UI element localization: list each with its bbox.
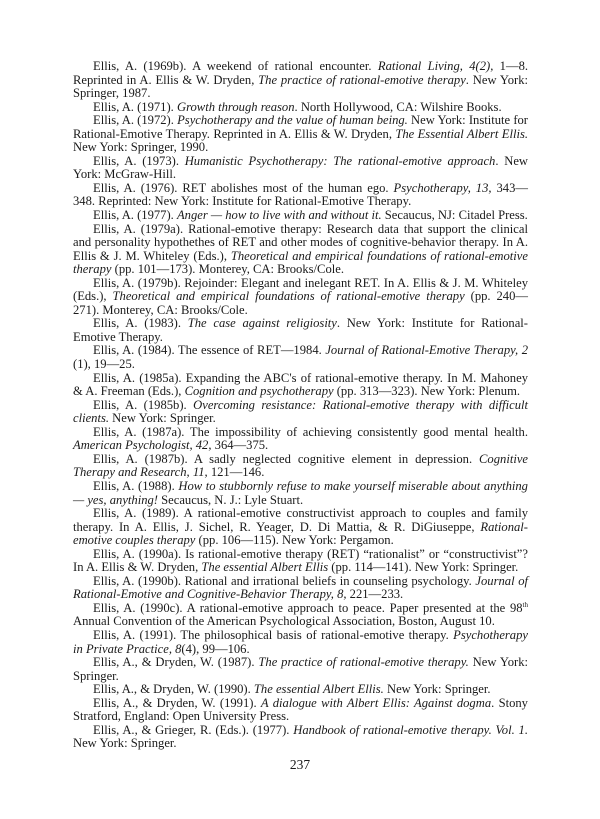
reference-entry [73, 277, 528, 318]
reference-text: . New York: McGraw-Hill. [73, 153, 528, 182]
reference-text: Ellis, A. (1984). The essence of RET—1984. [93, 343, 326, 358]
superscript: th [522, 600, 528, 609]
reference-text: (pp. 101—173). Monterey, CA: Brooks/Cole. [111, 262, 344, 277]
reference-text: 1—8. Reprinted in A. Ellis & W. Dryden, [73, 59, 529, 87]
reference-text: Ellis, A. (1976). RET abolishes most of the human ego. [93, 180, 394, 195]
reference-text: Ellis, A. (1977). [93, 208, 177, 223]
reference-title: Journal of Rational-Emotive and Cognitive-Behavior Therapy, 8, [73, 573, 528, 602]
reference-text: New York: Springer. [73, 655, 528, 683]
reference-title: Cognition and psychotherapy [184, 384, 334, 399]
reference-text: Ellis, A. (1969b). A weekend of rational encounter. [93, 59, 378, 73]
reference-text: Annual Convention of the American Psychological Association, Boston, August 10. [73, 614, 495, 629]
reference-title: The essential Albert Ellis. [253, 682, 384, 697]
reference-entry [73, 629, 528, 656]
reference-entry [73, 426, 528, 453]
reference-title: The essential Albert Ellis [201, 560, 329, 575]
reference-text: 364—375. [211, 438, 269, 453]
reference-entry [73, 453, 528, 480]
reference-title: Psychotherapy, 13, [393, 180, 492, 195]
reference-entry [73, 182, 528, 209]
reference-entry [73, 656, 528, 683]
reference-text: Ellis, A. (1990a). Is rational-emotive therapy (RET) “rationalist” or “constructivist”? In A. Ellis & W. Dryden, [73, 546, 528, 575]
reference-text: . North Hollywood, CA: Wilshire Books. [294, 99, 502, 114]
reference-text: . New York: Institute for Rational-Emotive Therapy. [73, 316, 528, 344]
reference-entry [73, 548, 528, 575]
reference-entry [73, 344, 528, 371]
reference-entry [73, 317, 528, 344]
reference-text: Ellis, A. (1979b). Rejoinder: Elegant and inelegant RET. In A. Ellis & J. M. Whiteley (Eds.), [73, 275, 528, 304]
reference-text: Secaucus, NJ: Citadel Press. [381, 208, 528, 223]
reference-text: Ellis, A. (1971). [93, 99, 177, 114]
reference-title: Theoretical and empirical foundations of rational-emotive therapy [112, 289, 465, 304]
reference-title: Theoretical and empirical foundations of rational-emotive therapy [73, 248, 528, 277]
reference-title: American Psychologist, 42, [73, 438, 212, 453]
reference-entry [73, 114, 528, 155]
reference-text: Ellis, A. (1979a). Rational-emotive therapy: Research data that support the clinical and personality hypothethes of RET and other modes of cognitive-behavior therapy. In A. Ellis & J. M. Whiteley (Eds.), [73, 221, 528, 263]
reference-title: Psychotherapy and the value of human being. [177, 113, 408, 128]
reference-entry [73, 507, 528, 548]
reference-entry [73, 575, 528, 602]
reference-title: Journal of Rational-Emotive Therapy, 2 [325, 343, 528, 358]
reference-text: (pp. 114—141). New York: Springer. [328, 560, 519, 575]
reference-title: Rational Living, 4(2), [377, 59, 494, 73]
reference-title: A dialogue with Albert Ellis: Against dogma [260, 695, 492, 710]
reference-text: (4), 99—106. [181, 641, 250, 656]
page-number: 237 [289, 757, 311, 772]
reference-text: New York: Springer. [383, 682, 491, 697]
reference-text: Ellis, A. (1985b). [93, 397, 194, 412]
reference-text: New York: Springer. [109, 411, 216, 426]
reference-title: Psychotherapy in Private Practice, 8 [73, 627, 528, 656]
reference-text: Ellis, A., & Dryden, W. (1987). [93, 655, 259, 670]
reference-text: Ellis, A. (1972). [93, 113, 178, 128]
reference-text: New York: Springer, 1990. [73, 140, 209, 155]
reference-text: 121—146. [207, 465, 265, 480]
reference-text: 343—348. Reprinted: New York: Institute for Rational-Emotive Therapy. [73, 180, 528, 209]
reference-title: Growth through reason [176, 99, 295, 114]
reference-title: The practice of rational-emotive therapy. [258, 655, 469, 670]
reference-text: Ellis, A. (1987b). A sadly neglected cognitive element in depression. [93, 451, 480, 466]
reference-text: (pp. 240—271). Monterey, CA: Brooks/Cole. [73, 289, 528, 317]
reference-entry [73, 480, 528, 507]
reference-title: The Essential Albert Ellis. [395, 126, 528, 141]
reference-entry [73, 101, 528, 115]
reference-title: The practice of rational-emotive therapy [258, 72, 466, 87]
reference-entry [73, 155, 528, 182]
reference-title: Cognitive Therapy and Research, 11, [73, 451, 528, 480]
reference-text: Ellis, A., & Grieger, R. (Eds.). (1977). [93, 722, 294, 737]
reference-text: Ellis, A. (1985a). Expanding the ABC's of rational-emotive therapy. In M. Mahoney & A. Freeman (Eds.), [73, 370, 528, 399]
reference-entry [73, 399, 528, 426]
reference-entry [73, 724, 528, 751]
reference-text: Ellis, A. (1989). A rational-emotive constructivist approach to couples and family therapy. In A. Ellis, J. Sichel, R. Yeager, D. Di Mattia, & R. DiGiuseppe, [73, 506, 528, 534]
reference-entry [73, 602, 528, 629]
reference-text: 221—233. [346, 587, 404, 602]
reference-text: New York: Institute for Rational-Emotive Therapy. Reprinted in A. Ellis & W. Dryden, [73, 113, 529, 141]
reference-title: How to stubbornly refuse to make yourself miserable about anything — yes, anything! [73, 478, 528, 507]
reference-text: Ellis, A. (1973). [93, 153, 185, 168]
reference-entry [73, 697, 528, 724]
reference-list [73, 60, 528, 751]
reference-text: Ellis, A. (1990c). A rational-emotive approach to peace. Paper presented at the 98 [93, 600, 523, 615]
reference-text: Ellis, A. (1983). [93, 316, 188, 331]
reference-text: Secaucus, N. J.: Lyle Stuart. [158, 492, 304, 507]
reference-text: Ellis, A. (1987a). The impossibility of achieving consistently good mental health. [93, 424, 528, 439]
reference-entry [73, 60, 528, 101]
reference-text: Ellis, A. (1991). The philosophical basis of rational-emotive therapy. [93, 627, 454, 642]
reference-title: Handbook of rational-emotive therapy. Vol. 1. [293, 722, 528, 737]
reference-entry [73, 372, 528, 399]
reference-title: Rational-emotive couples therapy [73, 519, 528, 548]
reference-text: (pp. 313—323). New York: Plenum. [333, 384, 521, 399]
reference-text: . New York: Springer, 1987. [73, 72, 529, 101]
reference-text: Ellis, A., & Dryden, W. (1991). [93, 695, 261, 710]
reference-title: Overcoming resistance: Rational-emotive therapy with difficult clients. [73, 397, 528, 426]
reference-text: (1), 19—25. [73, 357, 135, 372]
reference-text: Ellis, A. (1990b). Rational and irrational beliefs in counseling psychology. [93, 573, 476, 588]
reference-text: (pp. 106—115). New York: Pergamon. [195, 533, 394, 548]
reference-title: Humanistic Psychotherapy: The rational-emotive approach [184, 153, 496, 168]
reference-entry [73, 683, 528, 697]
reference-text: Ellis, A., & Dryden, W. (1990). [93, 682, 254, 697]
reference-text: New York: Springer. [73, 736, 177, 751]
reference-title: The case against religiosity [187, 316, 337, 331]
reference-text: . Stony Stratford, England: Open University Press. [73, 695, 528, 724]
reference-title: Anger — how to live with and without it. [176, 208, 382, 223]
reference-text: Ellis, A. (1988). [93, 478, 179, 493]
reference-entry [73, 209, 528, 223]
reference-entry [73, 223, 528, 277]
